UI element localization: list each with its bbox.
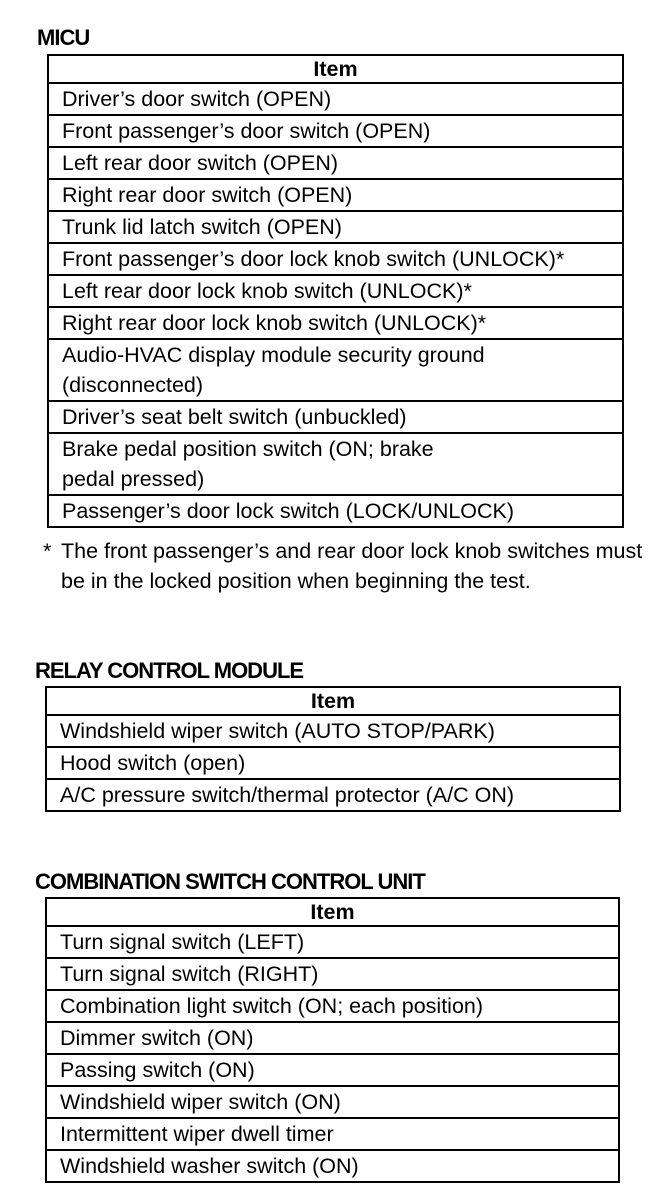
table-cell: Right rear door lock knob switch (UNLOCK)* bbox=[48, 307, 623, 339]
table-cell: Left rear door switch (OPEN) bbox=[48, 147, 623, 179]
table-row bbox=[48, 211, 623, 243]
table-cell: Audio-HVAC display module security ground (disconnected) bbox=[48, 339, 623, 401]
table-row bbox=[46, 1086, 619, 1118]
table-row bbox=[46, 715, 620, 747]
table-header-row bbox=[48, 55, 623, 83]
table-row bbox=[48, 433, 623, 495]
table-cell: Passenger’s door lock switch (LOCK/UNLOCK) bbox=[48, 495, 623, 527]
table-row bbox=[48, 83, 623, 115]
footnote-text: The front passenger’s and rear door lock knob switches must be in the locked position when beginning the test. bbox=[61, 539, 643, 593]
table-cell: A/C pressure switch/thermal protector (A/C ON) bbox=[46, 779, 620, 811]
column-header-item: Item bbox=[46, 687, 620, 715]
table-cell: Combination light switch (ON; each position) bbox=[46, 990, 619, 1022]
table-row bbox=[48, 179, 623, 211]
combo-title: COMBINATION SWITCH CONTROL UNIT bbox=[35, 869, 425, 894]
table-row bbox=[46, 779, 620, 811]
table-cell: Trunk lid latch switch (OPEN) bbox=[48, 211, 623, 243]
table-cell: Front passenger’s door lock knob switch (UNLOCK)* bbox=[48, 243, 623, 275]
table-cell: Driver’s seat belt switch (unbuckled) bbox=[48, 401, 623, 433]
micu-title: MICU bbox=[37, 25, 90, 50]
relay-table bbox=[45, 686, 621, 812]
table-cell: Front passenger’s door switch (OPEN) bbox=[48, 115, 623, 147]
table-cell: Dimmer switch (ON) bbox=[46, 1022, 619, 1054]
table-header-row bbox=[46, 898, 619, 926]
table-cell: Turn signal switch (LEFT) bbox=[46, 926, 619, 958]
table-row bbox=[46, 747, 620, 779]
table-row bbox=[48, 307, 623, 339]
table-cell: Driver’s door switch (OPEN) bbox=[48, 83, 623, 115]
table-row bbox=[48, 401, 623, 433]
table-row bbox=[48, 339, 623, 401]
table-cell: Windshield wiper switch (ON) bbox=[46, 1086, 619, 1118]
footnote-asterisk: * bbox=[43, 539, 52, 563]
table-row bbox=[48, 275, 623, 307]
micu-table bbox=[47, 54, 624, 528]
table-cell: Windshield wiper switch (AUTO STOP/PARK) bbox=[46, 715, 620, 747]
table-cell: Brake pedal position switch (ON; brake pedal pressed) bbox=[48, 433, 623, 495]
table-cell: Left rear door lock knob switch (UNLOCK)* bbox=[48, 275, 623, 307]
table-row bbox=[48, 495, 623, 527]
table-row bbox=[46, 990, 619, 1022]
combo-table bbox=[45, 897, 620, 1183]
table-row bbox=[46, 926, 619, 958]
table-row bbox=[48, 243, 623, 275]
table-row bbox=[46, 1022, 619, 1054]
table-cell: Hood switch (open) bbox=[46, 747, 620, 779]
table-row bbox=[48, 147, 623, 179]
relay-title: RELAY CONTROL MODULE bbox=[35, 658, 304, 683]
table-cell: Turn signal switch (RIGHT) bbox=[46, 958, 619, 990]
table-cell: Passing switch (ON) bbox=[46, 1054, 619, 1086]
table-row bbox=[46, 1054, 619, 1086]
table-row bbox=[46, 1150, 619, 1182]
table-row bbox=[48, 115, 623, 147]
column-header-item: Item bbox=[48, 55, 623, 83]
micu-footnote bbox=[43, 536, 643, 596]
table-row bbox=[46, 1118, 619, 1150]
column-header-item: Item bbox=[46, 898, 619, 926]
table-cell: Right rear door switch (OPEN) bbox=[48, 179, 623, 211]
table-header-row bbox=[46, 687, 620, 715]
table-row bbox=[46, 958, 619, 990]
table-cell: Intermittent wiper dwell timer bbox=[46, 1118, 619, 1150]
table-cell: Windshield washer switch (ON) bbox=[46, 1150, 619, 1182]
